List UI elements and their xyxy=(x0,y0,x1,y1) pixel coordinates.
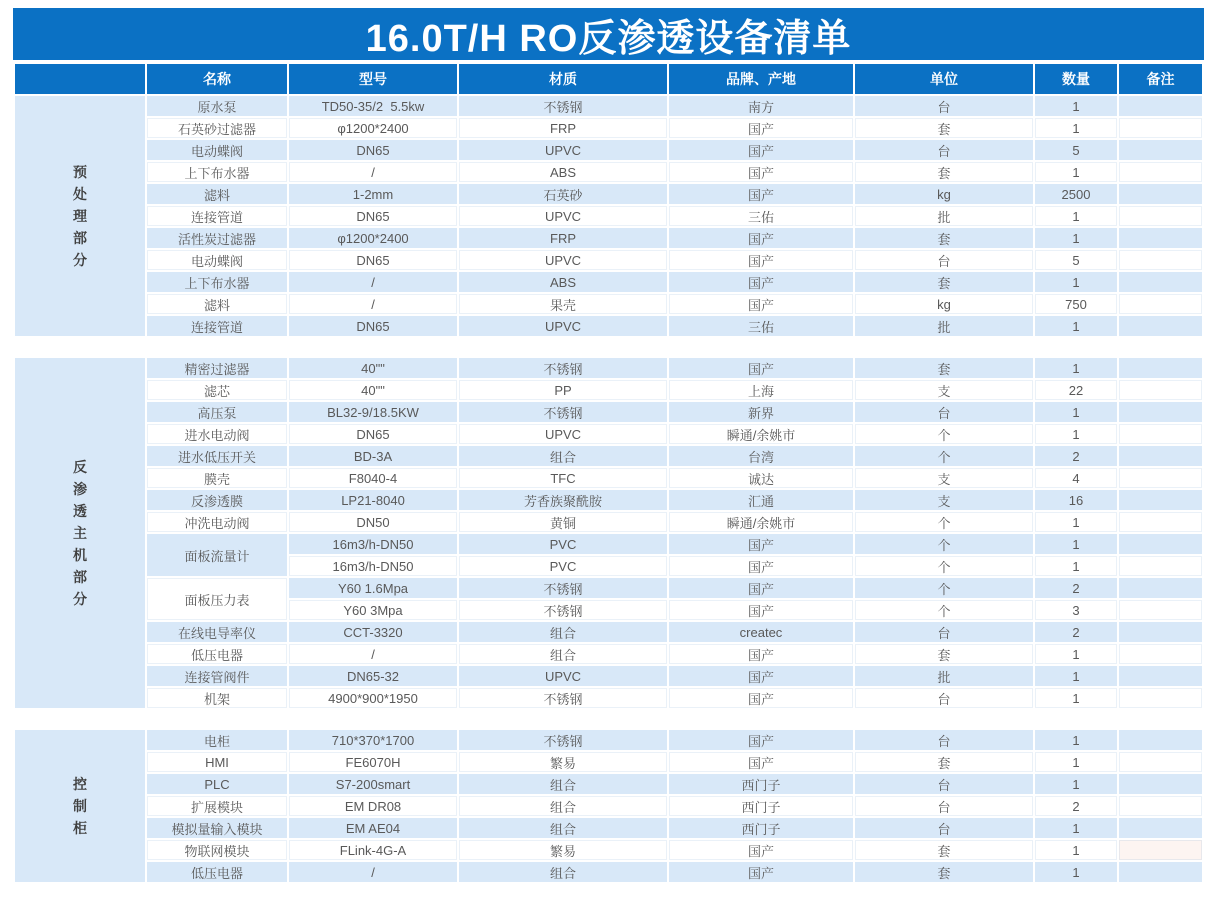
header-model[interactable]: 型号 xyxy=(289,64,457,94)
table-row xyxy=(15,96,1202,116)
table-row xyxy=(15,294,1202,314)
cell-material[interactable]: 组合 xyxy=(459,446,667,466)
cell-qty[interactable]: 3 xyxy=(1035,600,1117,620)
cell-name[interactable]: 进水低压开关 xyxy=(147,446,287,466)
table-row xyxy=(15,118,1202,138)
cell-qty[interactable]: 1 xyxy=(1035,206,1117,226)
cell-material[interactable]: TFC xyxy=(459,468,667,488)
cell-brand[interactable]: 国产 xyxy=(669,118,853,138)
cell-model[interactable]: DN65-32 xyxy=(289,666,457,686)
cell-unit[interactable]: 台 xyxy=(855,774,1033,794)
cell-material[interactable]: FRP xyxy=(459,118,667,138)
table-row xyxy=(15,534,1202,554)
table-row xyxy=(15,250,1202,270)
cell-brand[interactable]: 国产 xyxy=(669,600,853,620)
equipment-list-table xyxy=(13,62,1204,884)
cell-brand[interactable]: 西门子 xyxy=(669,796,853,816)
header-brand[interactable]: 品牌、产地 xyxy=(669,64,853,94)
cell-model[interactable]: 710*370*1700 xyxy=(289,730,457,750)
cell-material[interactable]: PP xyxy=(459,380,667,400)
cell-material[interactable]: 石英砂 xyxy=(459,184,667,204)
gap-cell xyxy=(15,710,1202,728)
table-row xyxy=(15,402,1202,422)
cell-unit[interactable]: 台 xyxy=(855,730,1033,750)
cell-remark[interactable] xyxy=(1119,184,1202,204)
cell-qty[interactable]: 1 xyxy=(1035,862,1117,882)
cell-brand[interactable]: 国产 xyxy=(669,730,853,750)
cell-qty[interactable]: 1 xyxy=(1035,316,1117,336)
cell-remark[interactable] xyxy=(1119,666,1202,686)
table-row xyxy=(15,840,1202,860)
cell-unit[interactable]: 个 xyxy=(855,578,1033,598)
cell-remark[interactable] xyxy=(1119,622,1202,642)
cell-brand[interactable]: 国产 xyxy=(669,184,853,204)
cell-remark[interactable] xyxy=(1119,228,1202,248)
cell-model[interactable]: DN65 xyxy=(289,206,457,226)
cell-unit[interactable]: kg xyxy=(855,294,1033,314)
section-label-vertical-text: 反 渗 透 主 机 部 分 xyxy=(73,459,87,607)
cell-material[interactable]: 组合 xyxy=(459,644,667,664)
header-row xyxy=(15,64,1202,94)
header-material[interactable]: 材质 xyxy=(459,64,667,94)
cell-name[interactable]: 模拟量输入模块 xyxy=(147,818,287,838)
cell-model[interactable]: FE6070H xyxy=(289,752,457,772)
cell-model[interactable]: DN65 xyxy=(289,140,457,160)
cell-qty[interactable]: 1 xyxy=(1035,534,1117,554)
cell-unit[interactable]: 台 xyxy=(855,140,1033,160)
cell-name[interactable]: 物联网模块 xyxy=(147,840,287,860)
cell-unit[interactable]: 个 xyxy=(855,600,1033,620)
cell-brand[interactable]: 南方 xyxy=(669,96,853,116)
header-remark[interactable]: 备注 xyxy=(1119,64,1202,94)
cell-name[interactable]: 连接管道 xyxy=(147,316,287,336)
cell-remark[interactable] xyxy=(1119,512,1202,532)
cell-unit[interactable]: 台 xyxy=(855,96,1033,116)
cell-name[interactable]: 上下布水器 xyxy=(147,272,287,292)
cell-name[interactable]: 高压泵 xyxy=(147,402,287,422)
gap-cell xyxy=(15,338,1202,356)
table-row xyxy=(15,184,1202,204)
section-gap-row xyxy=(15,710,1202,728)
cell-remark[interactable] xyxy=(1119,272,1202,292)
cell-remark[interactable] xyxy=(1119,730,1202,750)
cell-remark[interactable] xyxy=(1119,118,1202,138)
cell-material[interactable]: 组合 xyxy=(459,862,667,882)
cell-remark[interactable] xyxy=(1119,796,1202,816)
table-row xyxy=(15,818,1202,838)
cell-brand[interactable]: 国产 xyxy=(669,250,853,270)
cell-unit[interactable]: 支 xyxy=(855,490,1033,510)
table-row xyxy=(15,446,1202,466)
cell-material[interactable]: 繁易 xyxy=(459,752,667,772)
cell-brand[interactable]: 国产 xyxy=(669,228,853,248)
cell-unit[interactable]: 台 xyxy=(855,250,1033,270)
table-row xyxy=(15,468,1202,488)
cell-remark[interactable] xyxy=(1119,818,1202,838)
cell-qty[interactable]: 1 xyxy=(1035,688,1117,708)
cell-model[interactable]: / xyxy=(289,294,457,314)
cell-brand[interactable]: 国产 xyxy=(669,644,853,664)
cell-material[interactable]: 不锈钢 xyxy=(459,578,667,598)
cell-material[interactable]: 繁易 xyxy=(459,840,667,860)
cell-qty[interactable]: 1 xyxy=(1035,272,1117,292)
cell-unit[interactable]: 个 xyxy=(855,556,1033,576)
header-corner-cell xyxy=(15,64,145,94)
cell-unit[interactable]: 台 xyxy=(855,688,1033,708)
table-row xyxy=(15,424,1202,444)
cell-unit[interactable]: 个 xyxy=(855,446,1033,466)
cell-brand[interactable]: 新界 xyxy=(669,402,853,422)
cell-remark[interactable] xyxy=(1119,380,1202,400)
cell-brand[interactable]: 国产 xyxy=(669,840,853,860)
cell-name[interactable]: 连接管阀件 xyxy=(147,666,287,686)
table-row xyxy=(15,578,1202,598)
table-row xyxy=(15,862,1202,882)
table-row xyxy=(15,316,1202,336)
cell-qty[interactable]: 1 xyxy=(1035,774,1117,794)
cell-model[interactable]: DN65 xyxy=(289,316,457,336)
cell-remark[interactable] xyxy=(1119,556,1202,576)
cell-model[interactable]: S7-200smart xyxy=(289,774,457,794)
cell-brand[interactable]: 国产 xyxy=(669,534,853,554)
cell-remark[interactable] xyxy=(1119,96,1202,116)
cell-qty[interactable]: 1 xyxy=(1035,358,1117,378)
table-row xyxy=(15,228,1202,248)
table-row xyxy=(15,490,1202,510)
table-row xyxy=(15,730,1202,750)
section-label-cell[interactable] xyxy=(15,96,145,336)
cell-model[interactable]: BL32-9/18.5KW xyxy=(289,402,457,422)
cell-unit[interactable]: 套 xyxy=(855,162,1033,182)
cell-unit[interactable]: 批 xyxy=(855,666,1033,686)
header-qty[interactable]: 数量 xyxy=(1035,64,1117,94)
cell-brand[interactable]: 瞬通/余姚市 xyxy=(669,424,853,444)
cell-qty[interactable]: 1 xyxy=(1035,118,1117,138)
table-row xyxy=(15,622,1202,642)
cell-material[interactable]: 不锈钢 xyxy=(459,730,667,750)
section-label-vertical-text: 控 制 柜 xyxy=(73,776,87,836)
cell-remark[interactable] xyxy=(1119,534,1202,554)
cell-material[interactable]: ABS xyxy=(459,272,667,292)
cell-model[interactable]: DN65 xyxy=(289,250,457,270)
cell-qty[interactable]: 1 xyxy=(1035,644,1117,664)
cell-name[interactable]: 滤料 xyxy=(147,184,287,204)
cell-remark[interactable] xyxy=(1119,752,1202,772)
cell-qty[interactable]: 1 xyxy=(1035,752,1117,772)
cell-model[interactable]: 40"" xyxy=(289,380,457,400)
cell-remark[interactable] xyxy=(1119,862,1202,882)
cell-qty[interactable]: 1 xyxy=(1035,424,1117,444)
cell-unit[interactable]: 台 xyxy=(855,402,1033,422)
cell-model[interactable]: DN65 xyxy=(289,424,457,444)
cell-unit[interactable]: 套 xyxy=(855,272,1033,292)
cell-name[interactable]: PLC xyxy=(147,774,287,794)
cell-brand[interactable]: 瞬通/余姚市 xyxy=(669,512,853,532)
header-unit[interactable]: 单位 xyxy=(855,64,1033,94)
cell-qty[interactable]: 2 xyxy=(1035,796,1117,816)
cell-material[interactable]: ABS xyxy=(459,162,667,182)
cell-unit[interactable]: 台 xyxy=(855,622,1033,642)
cell-unit[interactable]: 套 xyxy=(855,644,1033,664)
cell-qty[interactable]: 16 xyxy=(1035,490,1117,510)
cell-remark[interactable] xyxy=(1119,840,1202,860)
cell-name[interactable]: 面板流量计 xyxy=(147,534,287,576)
cell-brand[interactable]: 诚达 xyxy=(669,468,853,488)
cell-material[interactable]: 黄铜 xyxy=(459,512,667,532)
cell-unit[interactable]: 台 xyxy=(855,818,1033,838)
cell-model[interactable]: 1-2mm xyxy=(289,184,457,204)
cell-model[interactable]: CCT-3320 xyxy=(289,622,457,642)
section-label-cell[interactable] xyxy=(15,358,145,708)
cell-brand[interactable]: 国产 xyxy=(669,752,853,772)
cell-material[interactable]: 不锈钢 xyxy=(459,358,667,378)
cell-model[interactable]: 16m3/h-DN50 xyxy=(289,534,457,554)
cell-model[interactable]: LP21-8040 xyxy=(289,490,457,510)
cell-brand[interactable]: 国产 xyxy=(669,862,853,882)
cell-qty[interactable]: 1 xyxy=(1035,96,1117,116)
cell-unit[interactable]: kg xyxy=(855,184,1033,204)
table-row xyxy=(15,206,1202,226)
table-row xyxy=(15,140,1202,160)
cell-brand[interactable]: 三佑 xyxy=(669,206,853,226)
section-gap-row xyxy=(15,338,1202,356)
cell-remark[interactable] xyxy=(1119,446,1202,466)
cell-remark[interactable] xyxy=(1119,294,1202,314)
cell-name[interactable]: 上下布水器 xyxy=(147,162,287,182)
cell-model[interactable]: F8040-4 xyxy=(289,468,457,488)
cell-model[interactable]: / xyxy=(289,862,457,882)
cell-material[interactable]: 不锈钢 xyxy=(459,96,667,116)
cell-model[interactable]: EM DR08 xyxy=(289,796,457,816)
cell-brand[interactable]: 台湾 xyxy=(669,446,853,466)
cell-qty[interactable]: 5 xyxy=(1035,250,1117,270)
cell-model[interactable]: 4900*900*1950 xyxy=(289,688,457,708)
cell-unit[interactable]: 批 xyxy=(855,316,1033,336)
cell-remark[interactable] xyxy=(1119,600,1202,620)
cell-model[interactable]: EM AE04 xyxy=(289,818,457,838)
cell-material[interactable]: 果壳 xyxy=(459,294,667,314)
cell-qty[interactable]: 1 xyxy=(1035,162,1117,182)
cell-unit[interactable]: 套 xyxy=(855,752,1033,772)
cell-brand[interactable]: 三佑 xyxy=(669,316,853,336)
table-row xyxy=(15,162,1202,182)
cell-qty[interactable]: 1 xyxy=(1035,228,1117,248)
table-row xyxy=(15,774,1202,794)
cell-qty[interactable]: 1 xyxy=(1035,556,1117,576)
cell-remark[interactable] xyxy=(1119,140,1202,160)
cell-qty[interactable]: 750 xyxy=(1035,294,1117,314)
cell-material[interactable]: 组合 xyxy=(459,622,667,642)
cell-remark[interactable] xyxy=(1119,206,1202,226)
section-label-vertical-text: 预 处 理 部 分 xyxy=(73,164,87,268)
cell-name[interactable]: 扩展模块 xyxy=(147,796,287,816)
cell-model[interactable]: / xyxy=(289,644,457,664)
cell-name[interactable]: 膜壳 xyxy=(147,468,287,488)
table-row xyxy=(15,644,1202,664)
cell-brand[interactable]: 国产 xyxy=(669,358,853,378)
cell-unit[interactable]: 台 xyxy=(855,796,1033,816)
cell-material[interactable]: UPVC xyxy=(459,250,667,270)
cell-brand[interactable]: 国产 xyxy=(669,140,853,160)
cell-brand[interactable]: 国产 xyxy=(669,294,853,314)
table-row xyxy=(15,688,1202,708)
cell-name[interactable]: 机架 xyxy=(147,688,287,708)
cell-remark[interactable] xyxy=(1119,578,1202,598)
cell-brand[interactable]: createc xyxy=(669,622,853,642)
cell-model[interactable]: / xyxy=(289,272,457,292)
cell-unit[interactable]: 套 xyxy=(855,358,1033,378)
cell-material[interactable]: 组合 xyxy=(459,774,667,794)
cell-remark[interactable] xyxy=(1119,424,1202,444)
table-row xyxy=(15,796,1202,816)
cell-name[interactable]: 滤芯 xyxy=(147,380,287,400)
cell-model[interactable]: φ1200*2400 xyxy=(289,228,457,248)
cell-material[interactable]: PVC xyxy=(459,556,667,576)
table-row xyxy=(15,358,1202,378)
cell-material[interactable]: 不锈钢 xyxy=(459,402,667,422)
cell-name[interactable]: HMI xyxy=(147,752,287,772)
table-row xyxy=(15,666,1202,686)
cell-brand[interactable]: 国产 xyxy=(669,556,853,576)
cell-remark[interactable] xyxy=(1119,402,1202,422)
cell-unit[interactable]: 个 xyxy=(855,424,1033,444)
cell-unit[interactable]: 支 xyxy=(855,468,1033,488)
cell-qty[interactable]: 2500 xyxy=(1035,184,1117,204)
cell-brand[interactable]: 西门子 xyxy=(669,774,853,794)
cell-name[interactable]: 电柜 xyxy=(147,730,287,750)
cell-qty[interactable]: 5 xyxy=(1035,140,1117,160)
cell-qty[interactable]: 1 xyxy=(1035,840,1117,860)
cell-name[interactable]: 滤料 xyxy=(147,294,287,314)
cell-name[interactable]: 进水电动阀 xyxy=(147,424,287,444)
table-row xyxy=(15,272,1202,292)
cell-remark[interactable] xyxy=(1119,774,1202,794)
cell-qty[interactable]: 1 xyxy=(1035,402,1117,422)
cell-remark[interactable] xyxy=(1119,644,1202,664)
cell-name[interactable]: 电动蝶阀 xyxy=(147,250,287,270)
cell-brand[interactable]: 国产 xyxy=(669,578,853,598)
cell-brand[interactable]: 汇通 xyxy=(669,490,853,510)
cell-unit[interactable]: 套 xyxy=(855,840,1033,860)
cell-material[interactable]: 不锈钢 xyxy=(459,688,667,708)
cell-qty[interactable]: 1 xyxy=(1035,512,1117,532)
cell-remark[interactable] xyxy=(1119,490,1202,510)
title-bar xyxy=(13,8,1204,60)
cell-remark[interactable] xyxy=(1119,316,1202,336)
cell-name[interactable]: 低压电器 xyxy=(147,644,287,664)
cell-unit[interactable]: 个 xyxy=(855,512,1033,532)
cell-brand[interactable]: 国产 xyxy=(669,272,853,292)
cell-model[interactable]: FLink-4G-A xyxy=(289,840,457,860)
cell-model[interactable]: / xyxy=(289,162,457,182)
cell-model[interactable]: 16m3/h-DN50 xyxy=(289,556,457,576)
cell-brand[interactable]: 国产 xyxy=(669,666,853,686)
cell-model[interactable]: Y60 1.6Mpa xyxy=(289,578,457,598)
cell-material[interactable]: FRP xyxy=(459,228,667,248)
cell-qty[interactable]: 2 xyxy=(1035,446,1117,466)
cell-brand[interactable]: 国产 xyxy=(669,162,853,182)
cell-material[interactable]: UPVC xyxy=(459,140,667,160)
cell-remark[interactable] xyxy=(1119,250,1202,270)
cell-model[interactable]: DN50 xyxy=(289,512,457,532)
cell-material[interactable]: 不锈钢 xyxy=(459,600,667,620)
cell-name[interactable]: 冲洗电动阀 xyxy=(147,512,287,532)
cell-model[interactable]: TD50-35/2 5.5kw xyxy=(289,96,457,116)
cell-remark[interactable] xyxy=(1119,688,1202,708)
cell-brand[interactable]: 西门子 xyxy=(669,818,853,838)
cell-unit[interactable]: 套 xyxy=(855,862,1033,882)
cell-remark[interactable] xyxy=(1119,468,1202,488)
cell-qty[interactable]: 2 xyxy=(1035,622,1117,642)
cell-name[interactable]: 低压电器 xyxy=(147,862,287,882)
cell-unit[interactable]: 支 xyxy=(855,380,1033,400)
cell-name[interactable]: 活性炭过滤器 xyxy=(147,228,287,248)
cell-brand[interactable]: 国产 xyxy=(669,688,853,708)
cell-qty[interactable]: 1 xyxy=(1035,666,1117,686)
cell-name[interactable]: 原水泵 xyxy=(147,96,287,116)
cell-material[interactable]: 组合 xyxy=(459,796,667,816)
cell-remark[interactable] xyxy=(1119,162,1202,182)
cell-qty[interactable]: 1 xyxy=(1035,818,1117,838)
cell-model[interactable]: Y60 3Mpa xyxy=(289,600,457,620)
cell-name[interactable]: 反渗透膜 xyxy=(147,490,287,510)
cell-unit[interactable]: 套 xyxy=(855,228,1033,248)
table-row xyxy=(15,752,1202,772)
table-row xyxy=(15,380,1202,400)
cell-model[interactable]: 40"" xyxy=(289,358,457,378)
cell-material[interactable]: 组合 xyxy=(459,818,667,838)
cell-name[interactable]: 精密过滤器 xyxy=(147,358,287,378)
page-title: 16.0T/H RO反渗透设备清单 xyxy=(365,17,852,60)
cell-name[interactable]: 电动蝶阀 xyxy=(147,140,287,160)
cell-material[interactable]: UPVC xyxy=(459,206,667,226)
cell-qty[interactable]: 22 xyxy=(1035,380,1117,400)
table-row xyxy=(15,512,1202,532)
cell-qty[interactable]: 4 xyxy=(1035,468,1117,488)
cell-brand[interactable]: 上海 xyxy=(669,380,853,400)
section-label-cell[interactable] xyxy=(15,730,145,882)
cell-name[interactable]: 面板压力表 xyxy=(147,578,287,620)
cell-name[interactable]: 石英砂过滤器 xyxy=(147,118,287,138)
header-name[interactable]: 名称 xyxy=(147,64,287,94)
cell-qty[interactable]: 1 xyxy=(1035,730,1117,750)
cell-model[interactable]: φ1200*2400 xyxy=(289,118,457,138)
cell-material[interactable]: UPVC xyxy=(459,666,667,686)
cell-material[interactable]: UPVC xyxy=(459,316,667,336)
cell-material[interactable]: UPVC xyxy=(459,424,667,444)
cell-unit[interactable]: 套 xyxy=(855,118,1033,138)
cell-material[interactable]: 芳香族聚酰胺 xyxy=(459,490,667,510)
cell-unit[interactable]: 批 xyxy=(855,206,1033,226)
cell-qty[interactable]: 2 xyxy=(1035,578,1117,598)
cell-unit[interactable]: 个 xyxy=(855,534,1033,554)
cell-material[interactable]: PVC xyxy=(459,534,667,554)
cell-model[interactable]: BD-3A xyxy=(289,446,457,466)
cell-name[interactable]: 在线电导率仪 xyxy=(147,622,287,642)
cell-remark[interactable] xyxy=(1119,358,1202,378)
cell-name[interactable]: 连接管道 xyxy=(147,206,287,226)
